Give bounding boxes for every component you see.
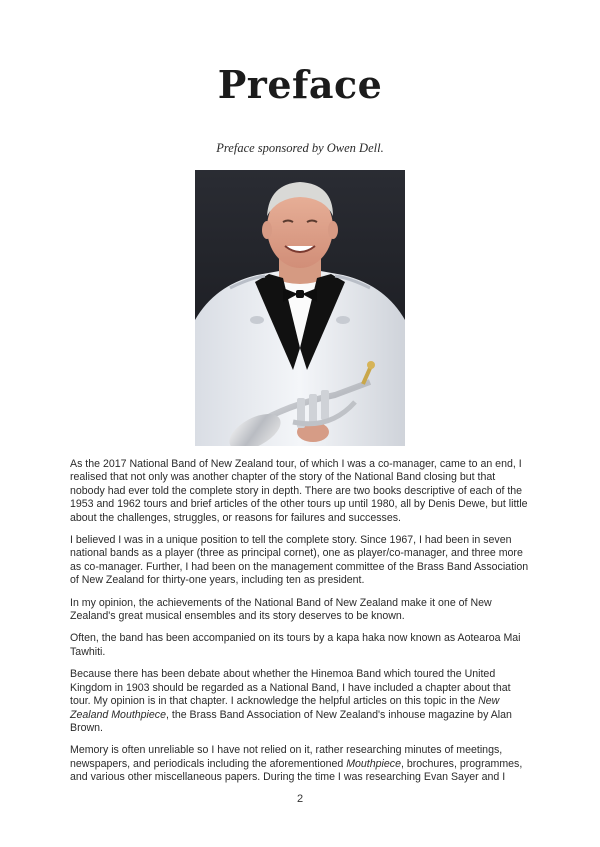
sponsor-line: Preface sponsored by Owen Dell.: [216, 141, 384, 155]
publication-title: New Zealand Mouthpiece: [70, 695, 500, 721]
portrait-photo: [195, 170, 405, 446]
paragraph-5-text: Because there has been debate about whether the Hinemoa Band which toured the United Kingdom in 1903 should be regarded as a National Band, I have included a chapter about that tour. My opinion is in that chapter. I acknowledge the helpful articles on this topic in the: [70, 668, 511, 708]
paragraph-3: In my opinion, the achievements of the National Band of New Zealand make it one of New Zealand's great musical ensembles and its story deserves to be known.: [70, 596, 492, 623]
paragraph-4: Often, the band has been accompanied on its tours by a kapa haka now known as Aotearoa Mai Tawhiti.: [70, 632, 521, 658]
paragraph-6-text-end: , brochures, programmes, and various other miscellaneous papers. During the time I was researching Evan Sayer and I: [70, 757, 523, 784]
paragraph-5-text-end: , the Brass Band Association of New Zealand's inhouse magazine by Alan Brown.: [70, 708, 512, 734]
paragraph-6: [70, 744, 532, 784]
page-number: 2: [296, 793, 304, 805]
paragraph-5: [70, 668, 532, 735]
paragraph-1: As the 2017 National Band of New Zealand tour, of which I was a co-manager, came to an end, I realised that not only was another chapter of the story of the National Band closing but that nobody had ever told the complete story in depth. There are two books descriptive of each of the 1953 and 1962 tours and brief articles of the other tours up until 1980, all by Denis Dewe, but little about the challenges, struggles, or reasons for failures and successes.: [70, 458, 528, 524]
paragraph-6-text: Memory is often unreliable so I have not relied on it, rather researching minutes of meetings, newspapers, and periodicals including the aforementioned: [70, 744, 503, 770]
publication-title-short: Mouthpiece: [346, 757, 401, 770]
paragraph-2: I believed I was in a unique position to tell the complete story. Since 1967, I had been in seven national bands as a player (three as principal cornet), one as player/co-manager, and three more as co-manager. Further, I had been on the management committee of the Brass Band Association of New Zealand for thirty-one years, including ten as president.: [70, 534, 529, 587]
preface-body: [70, 458, 532, 794]
page-title: Preface: [217, 62, 383, 107]
